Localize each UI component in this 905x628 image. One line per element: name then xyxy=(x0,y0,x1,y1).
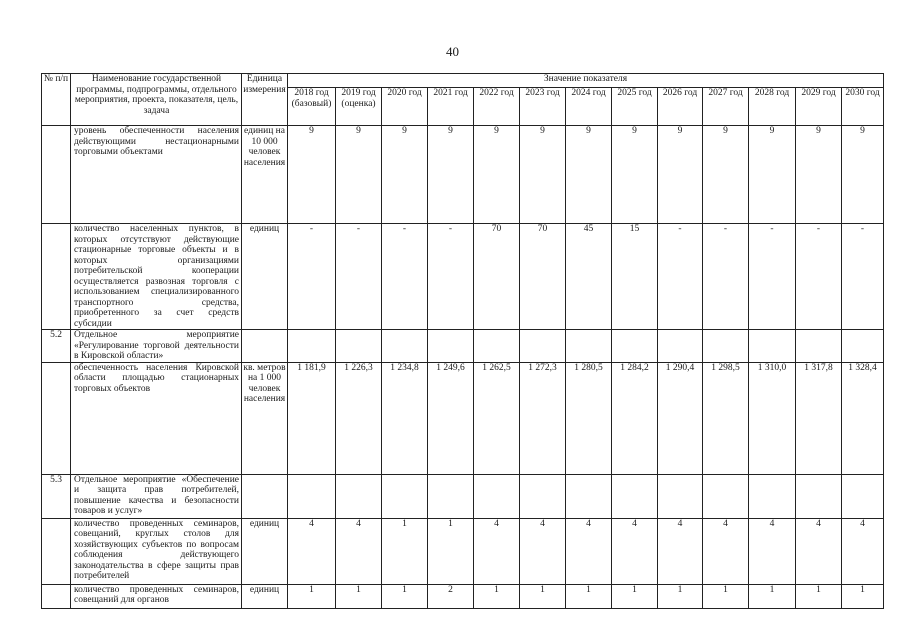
row-value: 1 298,5 xyxy=(703,362,749,474)
row-value: - xyxy=(336,224,382,330)
table-row xyxy=(42,224,884,330)
row-value: 9 xyxy=(474,126,520,224)
row-value: 9 xyxy=(336,126,382,224)
row-value: - xyxy=(842,224,884,330)
table-row xyxy=(42,330,884,363)
row-value: 1 xyxy=(612,584,658,608)
row-value xyxy=(520,330,566,363)
header-year: 2030 год xyxy=(842,88,884,126)
header-year: 2026 год xyxy=(658,88,703,126)
row-value: 70 xyxy=(474,224,520,330)
row-value: 9 xyxy=(428,126,474,224)
row-value: 4 xyxy=(658,518,703,584)
row-value: 2 xyxy=(428,584,474,608)
row-name: Отдельное мероприятие «Регулирование торговой деятельности в Кировской области» xyxy=(71,330,242,363)
row-value xyxy=(749,474,796,518)
header-year: 2018 год (базовый) xyxy=(288,88,336,126)
row-unit: единиц xyxy=(242,224,288,330)
row-unit: единиц на 10 000 человек населения xyxy=(242,126,288,224)
row-value: 1 226,3 xyxy=(336,362,382,474)
table-row xyxy=(42,474,884,518)
row-value: - xyxy=(382,224,428,330)
row-value: 9 xyxy=(658,126,703,224)
row-value: 1 xyxy=(428,518,474,584)
header-year: 2024 год xyxy=(566,88,612,126)
row-value: 4 xyxy=(796,518,842,584)
row-name: Отдельное мероприятие «Обеспечение и защита прав потребителей, повышение качества и безопасности товаров и услуг» xyxy=(71,474,242,518)
header-year: 2019 год (оценка) xyxy=(336,88,382,126)
header-year: 2021 год xyxy=(428,88,474,126)
row-value xyxy=(703,330,749,363)
header-year: 2025 год xyxy=(612,88,658,126)
row-value: - xyxy=(796,224,842,330)
table-row xyxy=(42,518,884,584)
row-num: 5.2 xyxy=(42,330,71,363)
row-value: - xyxy=(288,224,336,330)
row-value: - xyxy=(703,224,749,330)
header-row xyxy=(42,74,884,88)
row-value: 9 xyxy=(842,126,884,224)
row-value: 1 xyxy=(474,584,520,608)
header-year: 2029 год xyxy=(796,88,842,126)
row-value: 9 xyxy=(520,126,566,224)
row-value: - xyxy=(749,224,796,330)
row-value xyxy=(612,474,658,518)
header-name: Наименование государственной программы, подпрограммы, отдельного мероприятия, проекта, показателя, цель, задача xyxy=(71,74,242,126)
row-value: 1 284,2 xyxy=(612,362,658,474)
row-unit xyxy=(242,330,288,363)
row-value xyxy=(382,330,428,363)
row-value: 1 234,8 xyxy=(382,362,428,474)
row-value xyxy=(658,330,703,363)
row-value: 4 xyxy=(520,518,566,584)
header-year: 2023 год xyxy=(520,88,566,126)
row-value xyxy=(566,330,612,363)
header-num: № п/п xyxy=(42,74,71,126)
row-value xyxy=(382,474,428,518)
row-value: - xyxy=(428,224,474,330)
row-num xyxy=(42,362,71,474)
row-value: 9 xyxy=(612,126,658,224)
row-value xyxy=(288,474,336,518)
row-unit: единиц xyxy=(242,518,288,584)
row-value xyxy=(842,474,884,518)
row-value: 1 xyxy=(658,584,703,608)
row-name: уровень обеспеченности населения действующими нестационарными торговыми объектами xyxy=(71,126,242,224)
row-value: 1 xyxy=(566,584,612,608)
row-value: 1 xyxy=(796,584,842,608)
header-year: 2020 год xyxy=(382,88,428,126)
row-num xyxy=(42,126,71,224)
row-value xyxy=(474,330,520,363)
table-row xyxy=(42,584,884,608)
row-value xyxy=(796,330,842,363)
row-value: 1 xyxy=(749,584,796,608)
header-value-group: Значение показателя xyxy=(288,74,884,88)
row-value xyxy=(336,474,382,518)
row-unit: кв. метров на 1 000 человек населения xyxy=(242,362,288,474)
row-value: 9 xyxy=(749,126,796,224)
row-value: 70 xyxy=(520,224,566,330)
row-value: 1 xyxy=(336,584,382,608)
row-value: 4 xyxy=(474,518,520,584)
row-value: 1 xyxy=(382,518,428,584)
row-value xyxy=(520,474,566,518)
row-unit: единиц xyxy=(242,584,288,608)
row-value: 1 xyxy=(382,584,428,608)
row-value: 4 xyxy=(336,518,382,584)
indicators-table xyxy=(41,73,884,609)
row-num: 5.3 xyxy=(42,474,71,518)
page-number: 40 xyxy=(446,44,459,59)
row-value: 9 xyxy=(566,126,612,224)
header-year: 2028 год xyxy=(749,88,796,126)
row-value xyxy=(566,474,612,518)
row-value xyxy=(474,474,520,518)
row-value: 1 181,9 xyxy=(288,362,336,474)
row-value xyxy=(428,330,474,363)
row-value: 1 317,8 xyxy=(796,362,842,474)
row-value: 1 290,4 xyxy=(658,362,703,474)
row-value: 4 xyxy=(612,518,658,584)
row-value: 1 249,6 xyxy=(428,362,474,474)
row-value: 4 xyxy=(842,518,884,584)
row-name: количество проведенных семинаров, совещаний для органов xyxy=(71,584,242,608)
row-value: 1 280,5 xyxy=(566,362,612,474)
row-value xyxy=(703,474,749,518)
row-value: 1 xyxy=(703,584,749,608)
table-row xyxy=(42,126,884,224)
row-value: 4 xyxy=(566,518,612,584)
row-value xyxy=(658,474,703,518)
row-value: 4 xyxy=(703,518,749,584)
row-value xyxy=(796,474,842,518)
row-value xyxy=(612,330,658,363)
row-value xyxy=(749,330,796,363)
row-value: 15 xyxy=(612,224,658,330)
row-value: 1 328,4 xyxy=(842,362,884,474)
row-name: обеспеченность населения Кировской области площадью стационарных торговых объектов xyxy=(71,362,242,474)
table-row xyxy=(42,362,884,474)
row-num xyxy=(42,518,71,584)
row-value: - xyxy=(658,224,703,330)
row-unit xyxy=(242,474,288,518)
row-value: 4 xyxy=(749,518,796,584)
row-value xyxy=(428,474,474,518)
row-name: количество проведенных семинаров, совещаний, круглых столов для хозяйствующих субъектов по вопросам соблюдения действующего законодательства в сфере защиты прав потребителей xyxy=(71,518,242,584)
row-num xyxy=(42,224,71,330)
row-name: количество населенных пунктов, в которых отсутствуют действующие стационарные торговые объекты и в которых организациями потребительской кооперации осуществляется развозная торговля с использованием специализированного транспортного средства, приобретенного за счет средств субсидии xyxy=(71,224,242,330)
row-value: 1 310,0 xyxy=(749,362,796,474)
header-year: 2022 год xyxy=(474,88,520,126)
row-num xyxy=(42,584,71,608)
row-value: 9 xyxy=(703,126,749,224)
row-value xyxy=(288,330,336,363)
row-value: 9 xyxy=(382,126,428,224)
row-value xyxy=(336,330,382,363)
row-value xyxy=(842,330,884,363)
row-value: 1 xyxy=(288,584,336,608)
row-value: 1 272,3 xyxy=(520,362,566,474)
row-value: 1 262,5 xyxy=(474,362,520,474)
row-value: 45 xyxy=(566,224,612,330)
row-value: 1 xyxy=(842,584,884,608)
row-value: 9 xyxy=(796,126,842,224)
row-value: 4 xyxy=(288,518,336,584)
header-unit: Единица измерения xyxy=(242,74,288,126)
header-year: 2027 год xyxy=(703,88,749,126)
row-value: 9 xyxy=(288,126,336,224)
row-value: 1 xyxy=(520,584,566,608)
